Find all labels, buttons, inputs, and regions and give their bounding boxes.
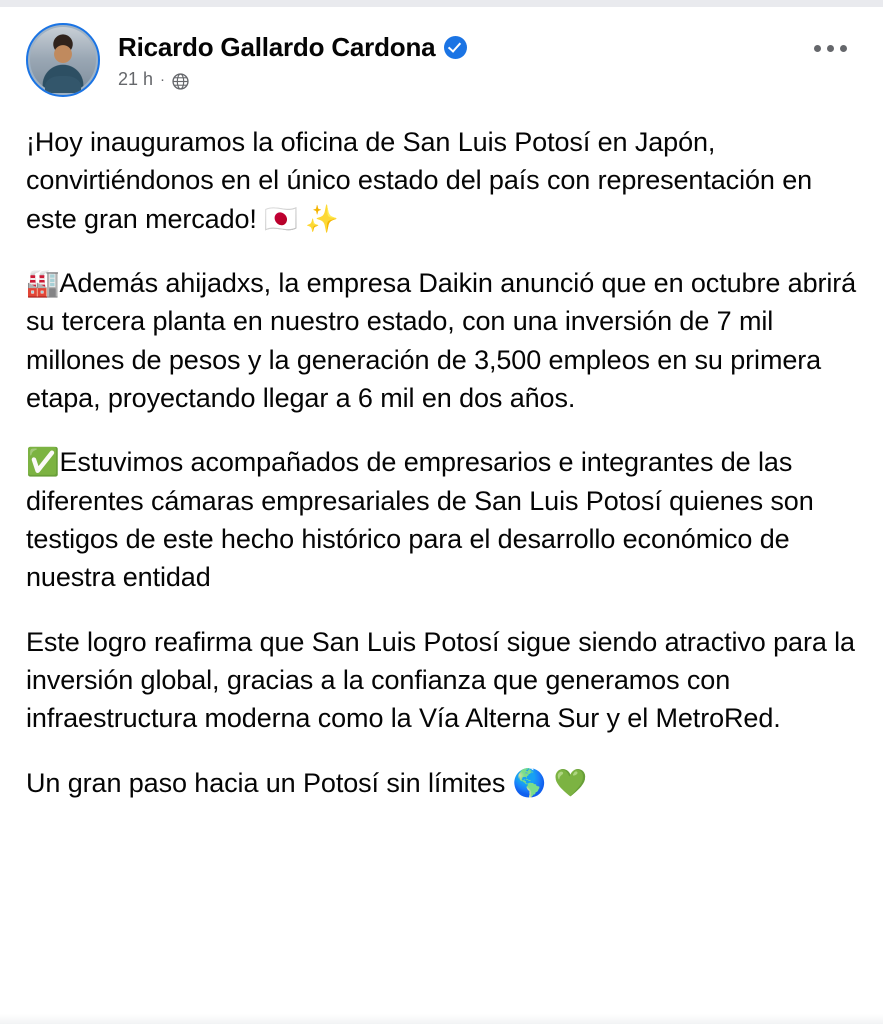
post-timestamp[interactable]: 21 h <box>118 68 154 89</box>
dot <box>827 45 834 52</box>
author-name[interactable]: Ricardo Gallardo Cardona <box>118 32 436 62</box>
post-paragraph-2: 🏭Además ahijadxs, la empresa Daikin anunció que en octubre abrirá su tercera planta en nuestro estado, con una inversión de 7 mil millones de pesos y la generación de 3,500 empleos en su primera etapa, proyectando llegar a 6 mil en dos años. <box>26 267 857 413</box>
post-text <box>26 123 857 802</box>
post-meta <box>118 69 467 90</box>
post-paragraph-1: ¡Hoy inauguramos la oficina de San Luis Potosí en Japón, convirtiéndonos en el único estado del país con representación en este gran mercado! 🇯🇵 ✨ <box>26 127 813 234</box>
author-row <box>118 33 467 62</box>
window-chrome-strip <box>0 0 883 7</box>
dot <box>840 45 847 52</box>
bottom-fade <box>0 1014 883 1024</box>
dot <box>814 45 821 52</box>
post-header <box>26 23 857 101</box>
facebook-post <box>0 7 883 802</box>
avatar[interactable] <box>26 23 100 97</box>
post-paragraph-5: Un gran paso hacia un Potosí sin límites 🌎 💚 <box>26 767 588 798</box>
post-paragraph-3: ✅Estuvimos acompañados de empresarios e integrantes de las diferentes cámaras empresariales de San Luis Potosí quienes son testigos de este hecho histórico para el desarrollo económico de nuestra entidad <box>26 447 814 593</box>
meta-separator: · <box>160 70 166 88</box>
more-options-icon[interactable] <box>808 39 853 58</box>
post-paragraph-4: Este logro reafirma que San Luis Potosí sigue siendo atractivo para la inversión global, gracias a la confianza que generamos con infraestructura moderna como la Vía Alterna Sur y el MetroRed. <box>26 626 855 734</box>
avatar-photo <box>30 27 96 93</box>
verified-badge-icon <box>444 36 467 59</box>
post-header-text <box>118 23 467 90</box>
globe-icon[interactable] <box>172 73 189 90</box>
